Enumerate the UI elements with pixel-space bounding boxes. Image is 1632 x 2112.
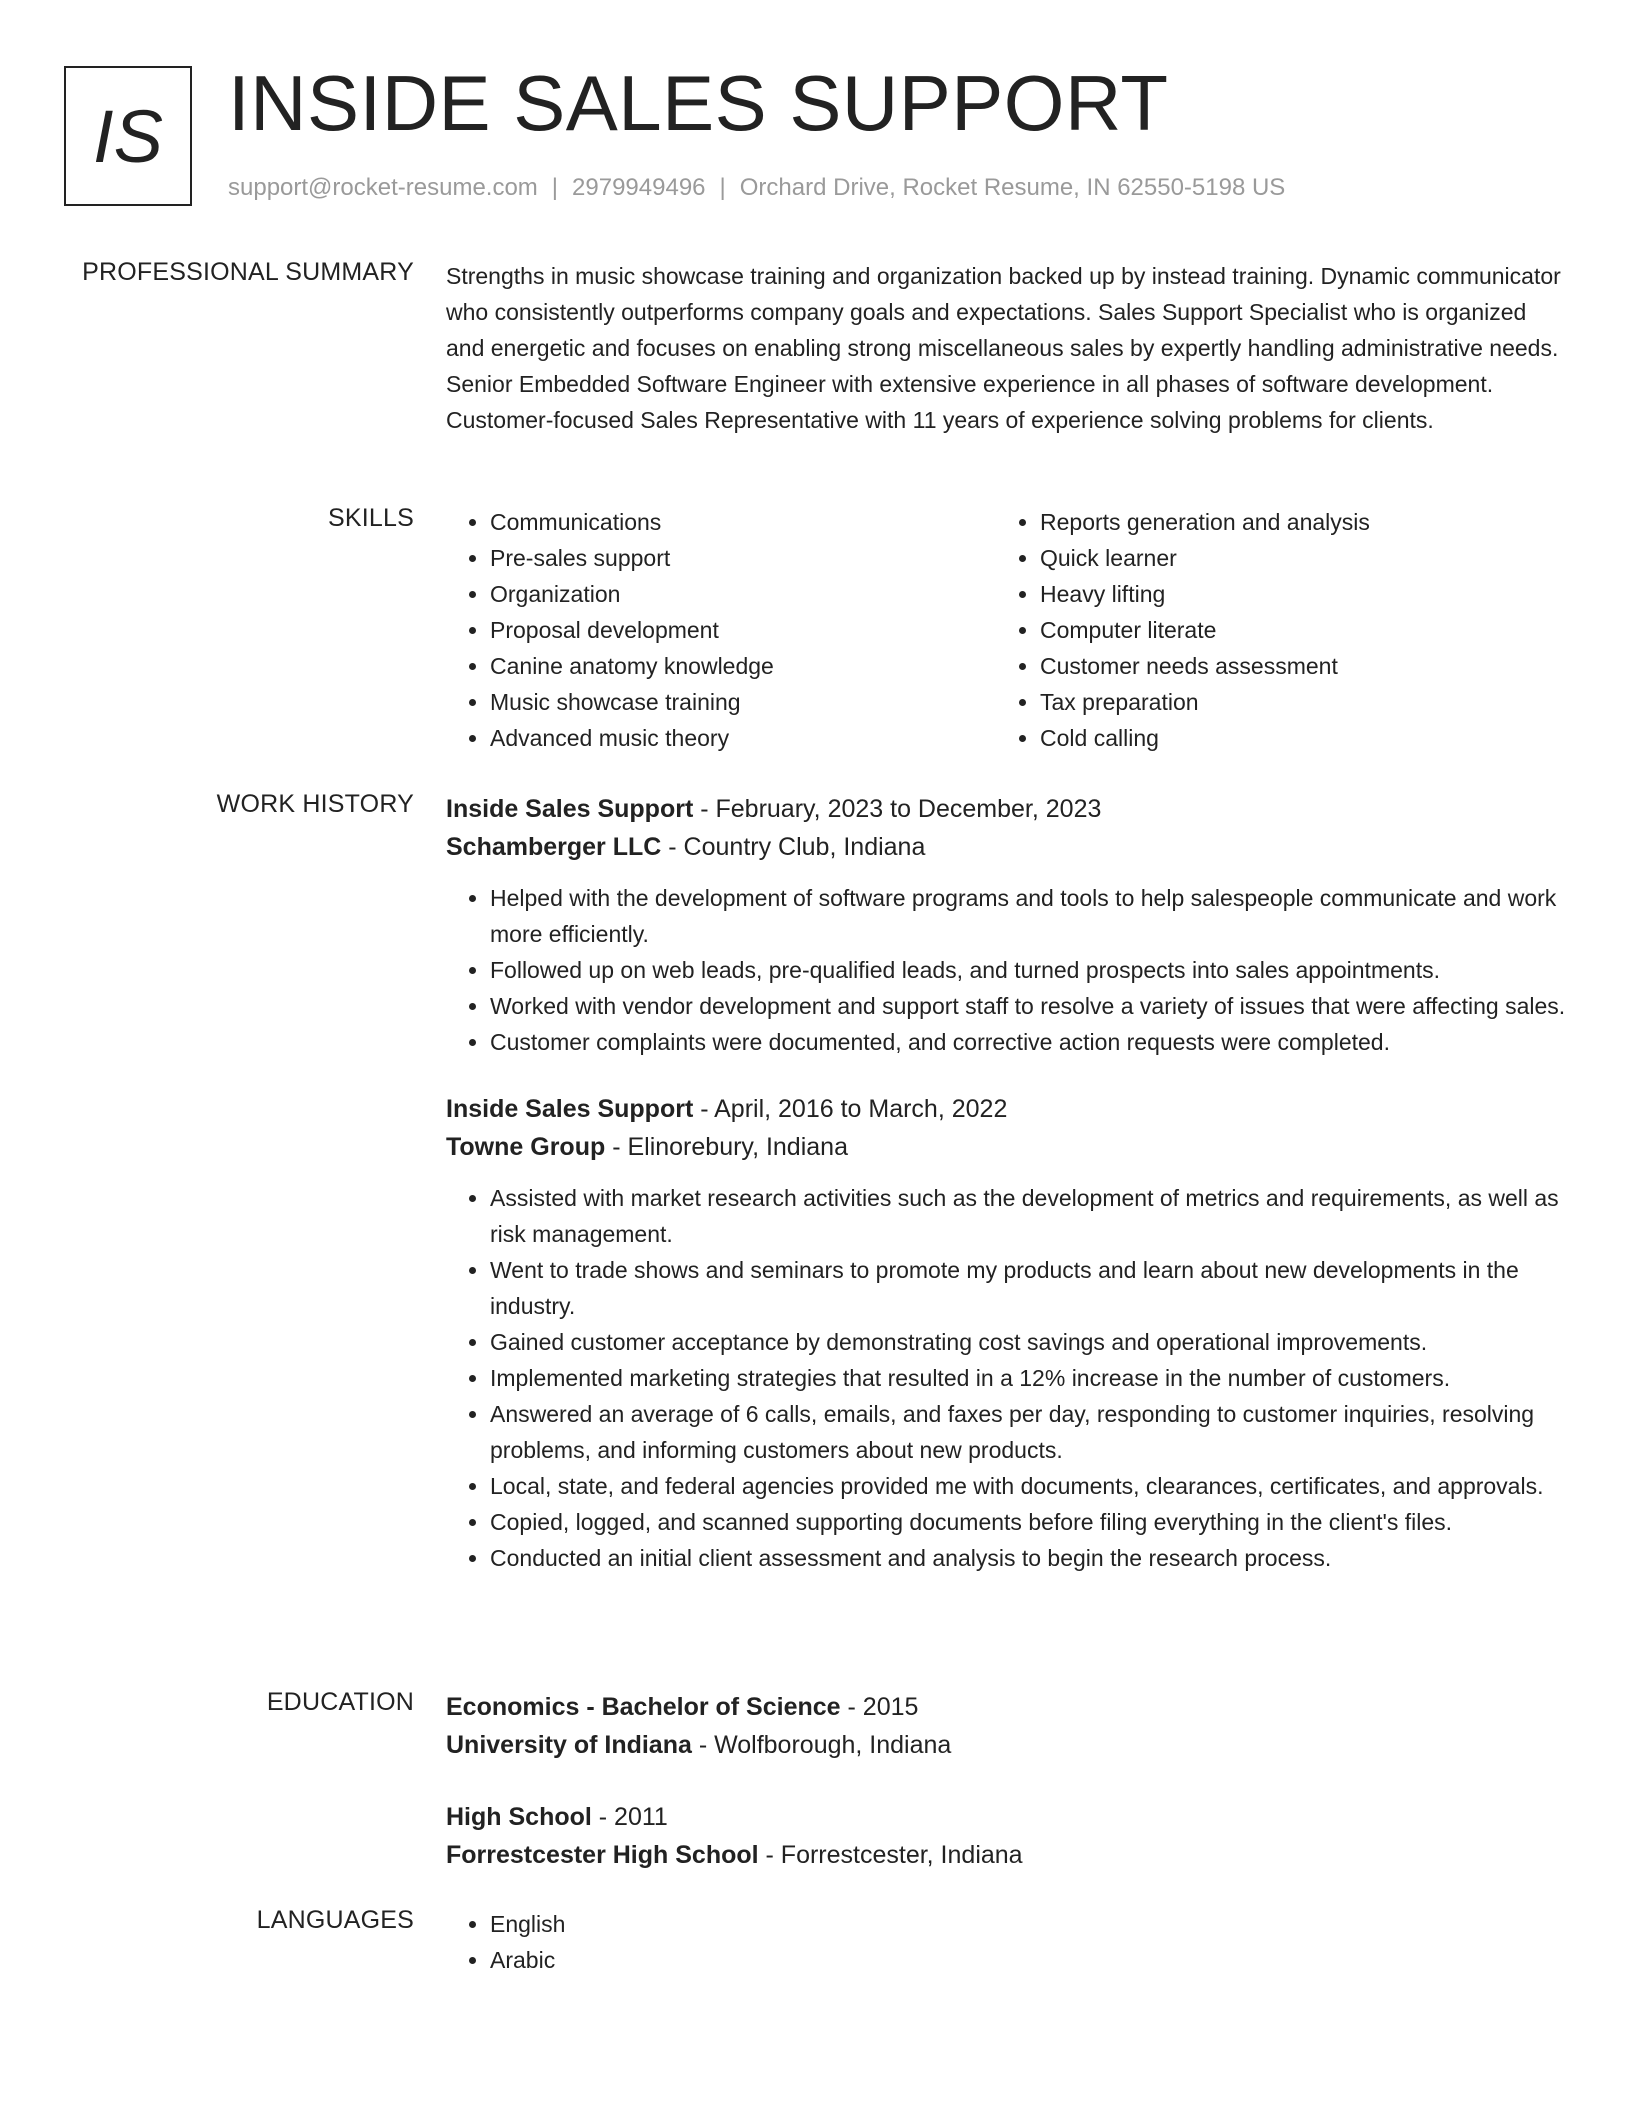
education-school: Forrestcester High School [446, 1841, 759, 1869]
job-location: - Elinorebury, Indiana [605, 1133, 848, 1161]
job-bullet: • Gained customer acceptance by demonstrating cost savings and operational improvements. [490, 1324, 1566, 1360]
skill-item: • Computer literate [1040, 612, 1546, 648]
resume-name: INSIDE SALES SUPPORT [228, 59, 1169, 147]
skill-item: • Customer needs assessment [1040, 648, 1546, 684]
skill-item: • Reports generation and analysis [1040, 504, 1546, 540]
skill-item: • Pre-sales support [490, 540, 996, 576]
job-title-line [446, 790, 1566, 828]
job-company-line [446, 828, 1566, 866]
skill-item: • Cold calling [1040, 720, 1546, 756]
skill-item: • Quick learner [1040, 540, 1546, 576]
job-bullet: • Followed up on web leads, pre-qualified leads, and turned prospects into sales appointments. [490, 952, 1566, 988]
languages-body [446, 1906, 1566, 1978]
work-history-heading: WORK HISTORY [216, 790, 414, 818]
skill-item: • Music showcase training [490, 684, 996, 720]
skills-list-right [996, 504, 1546, 756]
contact-separator: | [719, 174, 726, 201]
job-bullet: • Local, state, and federal agencies provided me with documents, clearances, certificates, and approvals. [490, 1468, 1566, 1504]
education-year: - 2011 [591, 1803, 668, 1831]
job-company-line [446, 1128, 1566, 1166]
education-degree: High School [446, 1803, 592, 1831]
job-entry [446, 790, 1566, 1060]
skill-item: • Canine anatomy knowledge [490, 648, 996, 684]
job-dates: - February, 2023 to December, 2023 [693, 795, 1102, 823]
education-entry [446, 1798, 1566, 1874]
education-location: - Forrestcester, Indiana [758, 1841, 1023, 1869]
job-bullet: • Helped with the development of software programs and tools to help salespeople communicate and work more efficiently. [490, 880, 1566, 952]
summary-heading: PROFESSIONAL SUMMARY [82, 258, 414, 286]
job-bullet: • Copied, logged, and scanned supporting documents before filing everything in the client's files. [490, 1504, 1566, 1540]
job-bullet: • Assisted with market research activities such as the development of metrics and requirements, as well as risk management. [490, 1180, 1566, 1252]
contact-phone: 2979949496 [572, 174, 706, 201]
job-bullet: • Went to trade shows and seminars to promote my products and learn about new developments in the industry. [490, 1252, 1566, 1324]
job-bullet: • Conducted an initial client assessment and analysis to begin the research process. [490, 1540, 1566, 1576]
skills-heading: SKILLS [328, 504, 414, 532]
skill-item: • Heavy lifting [1040, 576, 1546, 612]
skill-item: • Organization [490, 576, 996, 612]
education-degree-line [446, 1688, 1566, 1726]
job-entry [446, 1090, 1566, 1576]
contact-address: Orchard Drive, Rocket Resume, IN 62550-5198 US [739, 174, 1286, 201]
skill-item: • Communications [490, 504, 996, 540]
education-school-line [446, 1726, 1566, 1764]
contact-separator: | [551, 174, 559, 201]
skills-body [446, 504, 1566, 756]
languages-list [446, 1906, 1566, 1978]
monogram-initials: IS [93, 94, 163, 178]
job-company: Towne Group [446, 1133, 606, 1161]
education-year: - 2015 [840, 1693, 919, 1721]
job-bullet: • Answered an average of 6 calls, emails, and faxes per day, responding to customer inquiries, resolving problems, and informing customers about new products. [490, 1396, 1566, 1468]
summary-text: Strengths in music showcase training and organization backed up by instead training. Dynamic communicator who consistently outperforms company goals and expectations. Sales Support Specialist who is organized and energetic and focuses on enabling strong miscellaneous sales by expertly handling administrative needs. Senior Embedded Software Engineer with extensive experience in all phases of software development. Customer-focused Sales Representative with 11 years of experience solving problems for clients. [446, 263, 1561, 433]
education-school: University of Indiana [446, 1731, 692, 1759]
skill-item: • Advanced music theory [490, 720, 996, 756]
education-degree-line [446, 1798, 1566, 1836]
skills-list-left [446, 504, 996, 756]
skill-item: • Proposal development [490, 612, 996, 648]
job-bullets [446, 1180, 1566, 1576]
education-degree: Economics - Bachelor of Science [446, 1693, 841, 1721]
job-bullet: • Worked with vendor development and support staff to resolve a variety of issues that were affecting sales. [490, 988, 1566, 1024]
contact-email: support@rocket-resume.com [228, 174, 538, 201]
job-bullets [446, 880, 1566, 1060]
job-title-line [446, 1090, 1566, 1128]
education-school-line [446, 1836, 1566, 1874]
job-location: - Country Club, Indiana [661, 833, 926, 861]
monogram-box [64, 66, 192, 206]
job-bullet: • Implemented marketing strategies that resulted in a 12% increase in the number of customers. [490, 1360, 1566, 1396]
job-dates: - April, 2016 to March, 2022 [693, 1095, 1008, 1123]
education-location: - Wolfborough, Indiana [691, 1731, 952, 1759]
languages-heading: LANGUAGES [256, 1906, 414, 1934]
education-body [446, 1688, 1566, 1874]
job-company: Schamberger LLC [446, 833, 662, 861]
work-history-body [446, 790, 1566, 1576]
job-bullet: • Customer complaints were documented, and corrective action requests were completed. [490, 1024, 1566, 1060]
language-item: • English [490, 1906, 1566, 1942]
contact-line [228, 174, 1285, 202]
summary-body [446, 258, 1566, 438]
job-title: Inside Sales Support [446, 795, 694, 823]
job-title: Inside Sales Support [446, 1095, 694, 1123]
skill-item: • Tax preparation [1040, 684, 1546, 720]
language-item: • Arabic [490, 1942, 1566, 1978]
education-heading: EDUCATION [266, 1688, 414, 1716]
education-entry [446, 1688, 1566, 1764]
